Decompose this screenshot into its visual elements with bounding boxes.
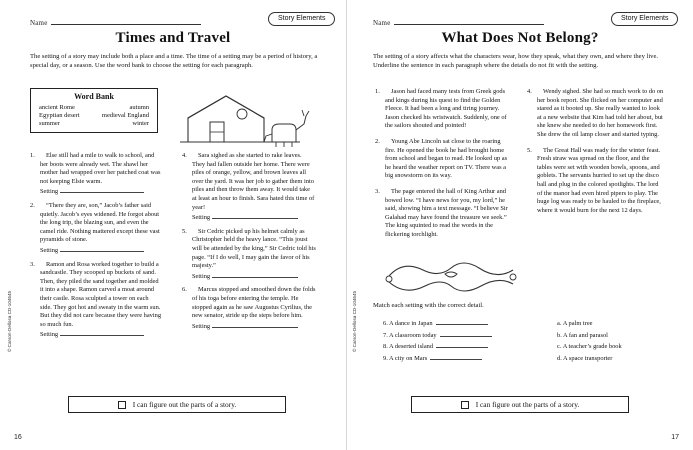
self-assessment-box-right[interactable] xyxy=(411,396,629,413)
name-write-line[interactable] xyxy=(394,18,544,25)
match-option xyxy=(557,330,622,342)
item-number: 8. xyxy=(383,343,388,350)
setting-answer-line[interactable] xyxy=(192,272,316,282)
setting-answer-line[interactable] xyxy=(192,213,316,223)
page-title-left: Times and Travel xyxy=(115,30,231,46)
badge-story-elements-right: Story Elements xyxy=(611,12,678,26)
item-number: 4. xyxy=(527,88,532,95)
item-text: Sir Cedric picked up his helmet calmly as Christopher held the heavy lance. “This joust will be attended by the king,” Sir Cedric told his page. “If I do well, I may gain the favor of his majesty.” xyxy=(192,227,316,270)
item-text: The Great Hall was ready for the winter feast. Fresh straw was spread on the floor, and the tables were set with wooden bowls, spoons, and goblets. The servants hurried to set up the disco ball and plug in the colored spotlights. The lord of the manor had even hired pipers to play. The huge log was ready to be hauled to the fireplace, where it would burn for the next 12 days. xyxy=(537,146,661,214)
name-field-left[interactable] xyxy=(30,18,201,27)
word-bank-row xyxy=(37,103,151,111)
word-bank-cell: Egyptian desert xyxy=(39,111,80,119)
item-number: 2. xyxy=(30,201,35,209)
right-column-items xyxy=(182,152,316,336)
item-number: 4. xyxy=(182,152,187,159)
word-bank xyxy=(30,88,158,133)
word-bank-row xyxy=(37,119,151,127)
setting-answer-line[interactable] xyxy=(40,246,162,256)
item-number: 2. xyxy=(375,137,380,145)
answer-blank[interactable] xyxy=(60,330,144,336)
right-worksheet-page xyxy=(347,0,693,450)
list-item xyxy=(30,152,162,197)
item-text: Wendy sighed. She had so much work to do on her book report. She flicked on her computer and stared as it booted up. She really wanted to look at a new website that Kim had told her about, but she knew she needed to do her homework first. She drew the oil lamp closer and started typing. xyxy=(537,88,664,138)
item-text: Else still had a mile to walk to school, and her boots were already wet. The shawl her mother had wrapped over her patched coat was not keeping Elsie warm. xyxy=(40,152,161,185)
word-bank-cell: ancient Rome xyxy=(39,103,75,111)
setting-label: Setting xyxy=(192,322,211,330)
name-label: Name xyxy=(30,19,48,27)
setting-label: Setting xyxy=(192,214,211,222)
instructions-right: The setting of a story affects what the characters wear, how they speak, what they own, and where they live. Underline the sentence in each paragraph where the details do not fit with the setting. xyxy=(373,53,659,70)
word-bank-cell: medieval England xyxy=(101,111,149,119)
answer-blank[interactable] xyxy=(60,246,144,252)
paragraph-item xyxy=(375,187,511,240)
match-option xyxy=(557,353,622,365)
match-item[interactable] xyxy=(383,353,492,365)
option-letter: d. xyxy=(557,354,562,362)
item-number: 3. xyxy=(375,187,380,195)
self-assessment-label: I can figure out the parts of a story. xyxy=(475,400,580,409)
item-number: 3. xyxy=(30,260,35,268)
item-text: The page entered the hall of King Arthur and bowed low. “I have news for you, my lord,” he said, showing him a text message. “I believe Sir Galahad may have found the treasure we seek.” The king squinted to read the words in the flickering torchlight. xyxy=(385,187,508,238)
option-letter: c. xyxy=(557,343,562,350)
list-item xyxy=(182,286,316,331)
copyright-right: © Carson-Dellosa CD-104645 xyxy=(352,290,357,352)
setting-label: Setting xyxy=(40,331,59,339)
match-option xyxy=(557,318,622,330)
option-text: A teacher’s grade book xyxy=(562,343,622,350)
item-number: 1. xyxy=(375,88,380,95)
decorative-flourish-icon xyxy=(383,256,519,296)
paragraph-item xyxy=(375,137,511,181)
left-worksheet-page xyxy=(0,0,346,450)
barn-and-donkey-illustration xyxy=(180,86,310,148)
word-bank-cell: autumn xyxy=(129,103,149,111)
option-text: A palm tree xyxy=(562,320,593,327)
setting-label: Setting xyxy=(192,272,211,280)
item-number: 7. xyxy=(383,331,388,339)
left-column-items xyxy=(30,152,162,345)
item-text: A city on Mars xyxy=(389,354,428,362)
item-text: A dance in Japan xyxy=(389,320,433,327)
item-number: 5. xyxy=(527,146,532,154)
word-bank-title: Word Bank xyxy=(74,92,114,101)
list-item xyxy=(30,260,162,340)
match-left-column xyxy=(383,318,492,364)
match-option xyxy=(557,341,622,353)
answer-blank[interactable] xyxy=(212,272,298,278)
paragraph-item xyxy=(375,88,511,131)
list-item xyxy=(182,227,316,282)
self-assessment-label: I can figure out the parts of a story. xyxy=(132,400,237,409)
name-field-right[interactable] xyxy=(373,18,544,27)
copyright-left: © Carson-Dellosa CD-104645 xyxy=(7,290,12,352)
word-bank-cell: summer xyxy=(39,119,60,127)
setting-answer-line[interactable] xyxy=(192,322,316,332)
item-number: 6. xyxy=(383,320,388,327)
option-text: A fan and parasol xyxy=(563,331,608,339)
item-text: “There they are, son,” Jacob’s father said quietly. Jacob’s eyes widened. He forgot about the long trip, the blazing sun, and even the camel ride. Nothing mattered except these vast pyramids of stone. xyxy=(40,201,160,244)
right-page-right-column xyxy=(527,88,665,222)
answer-blank[interactable] xyxy=(436,319,488,325)
setting-answer-line[interactable] xyxy=(40,187,162,197)
item-text: Young Abe Lincoln sat close to the roaring fire. He opened the book he had brought home from school and began to read. He looked up as he heard the weather report on TV. There was a big snowstorm on its way. xyxy=(385,137,508,180)
item-number: 5. xyxy=(182,227,187,235)
item-number: 6. xyxy=(182,286,187,294)
match-instructions: Match each setting with the correct detail. xyxy=(373,302,484,309)
item-text: Jason had faced many tests from Greek gods and kings during his quest to find the Golden Fleece. It had been a long and tiring journey. Jason checked his wristwatch. Suddenly, one of the sailors shouted and pointed! xyxy=(385,88,507,130)
setting-answer-line[interactable] xyxy=(40,330,162,340)
match-right-column xyxy=(557,318,622,364)
list-item xyxy=(182,152,316,223)
item-text: Sara sighed as she started to rake leaves. They had fallen outside her home. There were piles of orange, yellow, and brown leaves all over the yard. It was her job to gather them into piles and then throw them away. It would take at least an hour to finish. Sara hated this time of year! xyxy=(192,152,315,211)
self-assessment-box-left[interactable] xyxy=(68,396,286,413)
option-letter: a. xyxy=(557,320,562,327)
setting-label: Setting xyxy=(40,188,59,196)
word-bank-row xyxy=(37,111,151,119)
word-bank-table xyxy=(37,103,151,127)
match-item[interactable] xyxy=(383,318,492,330)
name-label: Name xyxy=(373,19,391,27)
answer-blank[interactable] xyxy=(430,354,482,360)
checkbox[interactable] xyxy=(461,401,469,409)
page-number-left: 16 xyxy=(14,434,22,441)
match-item[interactable] xyxy=(383,341,492,353)
item-text: Marcus stopped and smoothed down the folds of his toga before entering the temple. He stopped again as he saw Augustus Cyrilius, the new senator, stride up the steps before him. xyxy=(192,286,316,320)
answer-blank[interactable] xyxy=(436,342,488,348)
match-item[interactable] xyxy=(383,330,492,342)
right-page-left-column xyxy=(375,88,511,247)
word-bank-cell: winter xyxy=(132,119,149,127)
answer-blank[interactable] xyxy=(60,187,144,193)
page-number-right: 17 xyxy=(671,434,679,441)
item-number: 1. xyxy=(30,152,35,159)
setting-label: Setting xyxy=(40,246,59,254)
item-text: A classroom today xyxy=(389,331,437,339)
option-text: A space transporter xyxy=(563,354,613,362)
answer-blank[interactable] xyxy=(440,331,492,337)
checkbox[interactable] xyxy=(118,401,126,409)
answer-blank[interactable] xyxy=(212,213,298,219)
badge-story-elements-left: Story Elements xyxy=(268,12,335,26)
item-number: 9. xyxy=(383,354,388,362)
option-letter: b. xyxy=(557,331,562,339)
item-text: A deserted island xyxy=(389,343,434,350)
instructions-left: The setting of a story may include both a place and a time. The time of a setting may be a period of history, a special day, or a season. Use the word bank to choose the setting for each paragraph. xyxy=(30,53,318,70)
page-title-right: What Does Not Belong? xyxy=(441,30,599,46)
paragraph-item xyxy=(527,146,665,216)
paragraph-item xyxy=(527,88,665,140)
answer-blank[interactable] xyxy=(212,322,298,328)
list-item xyxy=(30,201,162,256)
item-text: Ramon and Rosa worked together to build a sandcastle. They scooped up buckets of sand. Then, they piled the sand together and molded it into a shape. Ramon carved a moat around their castle. Rosa sculpted a tower on each side. They got hot and sweaty in the warm sun. But they did not care because they were having so much fun. xyxy=(40,260,162,328)
name-write-line[interactable] xyxy=(51,18,201,25)
